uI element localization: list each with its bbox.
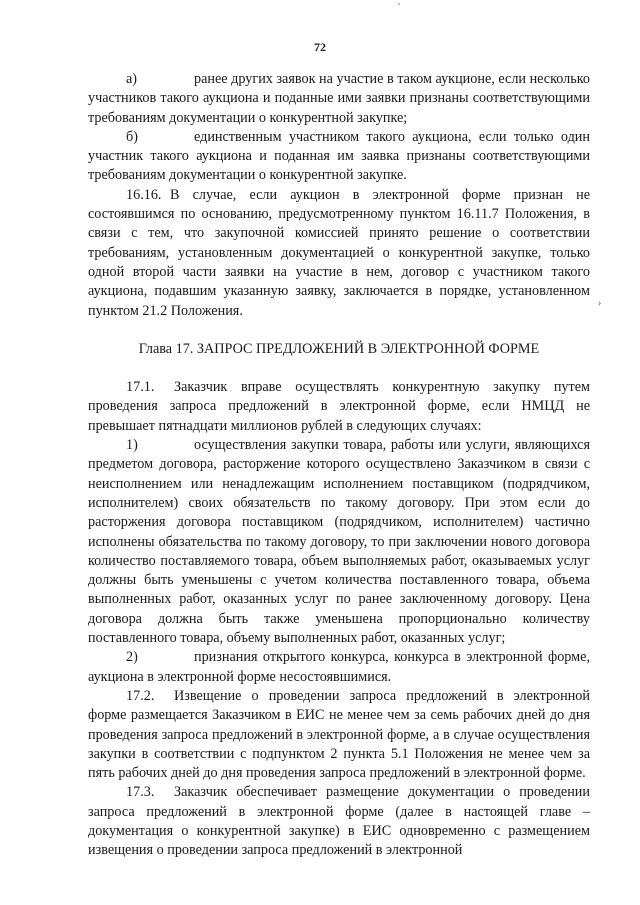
paragraph-text: осуществления закупки товара, работы или услуги, являющихся предметом договора, расторжение которого осуществлено Заказчиком в связи с неисполнением или ненадлежащим исполнением поставщиком (подрядчиком, исполнителем) своих обязательств по такому договору. При этом если до расторжения договора поставщиком (подрядчиком, исполнителем) частично исполнены обязательства по такому договору, то при заключении нового договора количество поставляемого товара, объем выполняемых работ, оказываемых услуг должны быть уменьшены с учетом количества поставленного товара, объема выполненных работ, оказанных услуг по ранее заключенному договору. Цена договора должна быть также уменьшена пропорционально количеству поставленного товара, объему выполненных работ, оказанных услуг; xyxy=(88,437,590,647)
paragraph-label: 16.16. xyxy=(126,186,162,203)
document-body xyxy=(88,70,590,861)
page-number: 72 xyxy=(314,40,326,54)
paragraph-label: б) xyxy=(126,128,138,145)
paragraph-text: Извещение о проведении запроса предложений в электронной форме размещается Заказчиком в ЕИС не менее чем за семь рабочих дней до дня проведения запроса предложений в электронной форме, а в случае осуществления закупки в соответствии с подпунктом 2 пункта 5.1 Положения не менее чем за пять рабочих дней до дня проведения запроса предложений в электронной форме. xyxy=(88,687,590,782)
chapter-title: Глава 17. ЗАПРОС ПРЕДЛОЖЕНИЙ В ЭЛЕКТРОННОЙ ФОРМЕ xyxy=(138,340,540,357)
paragraph-17-3 xyxy=(88,783,590,860)
paragraph-item-a xyxy=(88,70,590,128)
paragraph-17-1 xyxy=(88,378,590,436)
paragraph-label: 17.3. xyxy=(126,784,155,801)
paragraph-text: единственным участником такого аукциона, если только один участник такого аукциона и поданная им заявка признаны соответствующими требованиям документации о конкурентной закупке. xyxy=(88,128,590,184)
paragraph-label: 17.2. xyxy=(126,687,155,704)
scan-mark: ʹ xyxy=(398,2,401,13)
paragraph-text: В случае, если аукцион в электронной форме признан не состоявшимся по основанию, предусмотренному пунктом 16.11.7 Положения, в связи с тем, что закупочной комиссией принято решение о соответствии требованиям, установленным документацией о конкурентной закупке, только одной второй части заявки на участие в нем, договор с участником такого аукциона, подавшим указанную заявку, заключается в порядке, установленном пунктом 21.2 Положения. xyxy=(88,186,590,319)
scan-mark: › xyxy=(598,298,602,309)
paragraph-label: 17.1. xyxy=(126,379,155,396)
paragraph-label: 2) xyxy=(126,649,138,666)
paragraph-item-2 xyxy=(88,648,590,687)
paragraph-label: 1) xyxy=(126,437,138,454)
paragraph-text: признания открытого конкурса, конкурса в электронной форме, аукциона в электронной форме несостоявшимися. xyxy=(88,649,590,685)
paragraph-text: Заказчик вправе осуществлять конкурентную закупку путем проведения запроса предложений в электронной форме, если НМЦД не превышает пятнадцати миллионов рублей в следующих случаях: xyxy=(88,379,590,434)
paragraph-label: а) xyxy=(126,71,138,87)
paragraph-text: Заказчик обеспечивает размещение документации о проведении запроса предложений в электронной форме (далее в настоящей главе – документация о конкурентной закупке) в ЕИС одновременно с размещением извещения о проведении запроса предложений в электронной xyxy=(88,784,590,859)
paragraph-text: ранее других заявок на участие в таком аукционе, если несколько участников такого аукциона и поданные ими заявки признаны соответствующими требованиям документации о конкурентной закупке; xyxy=(88,71,590,126)
paragraph-17-2 xyxy=(88,687,590,783)
paragraph-item-1 xyxy=(88,436,590,648)
paragraph-16-16 xyxy=(88,186,590,321)
paragraph-item-b xyxy=(88,128,590,186)
